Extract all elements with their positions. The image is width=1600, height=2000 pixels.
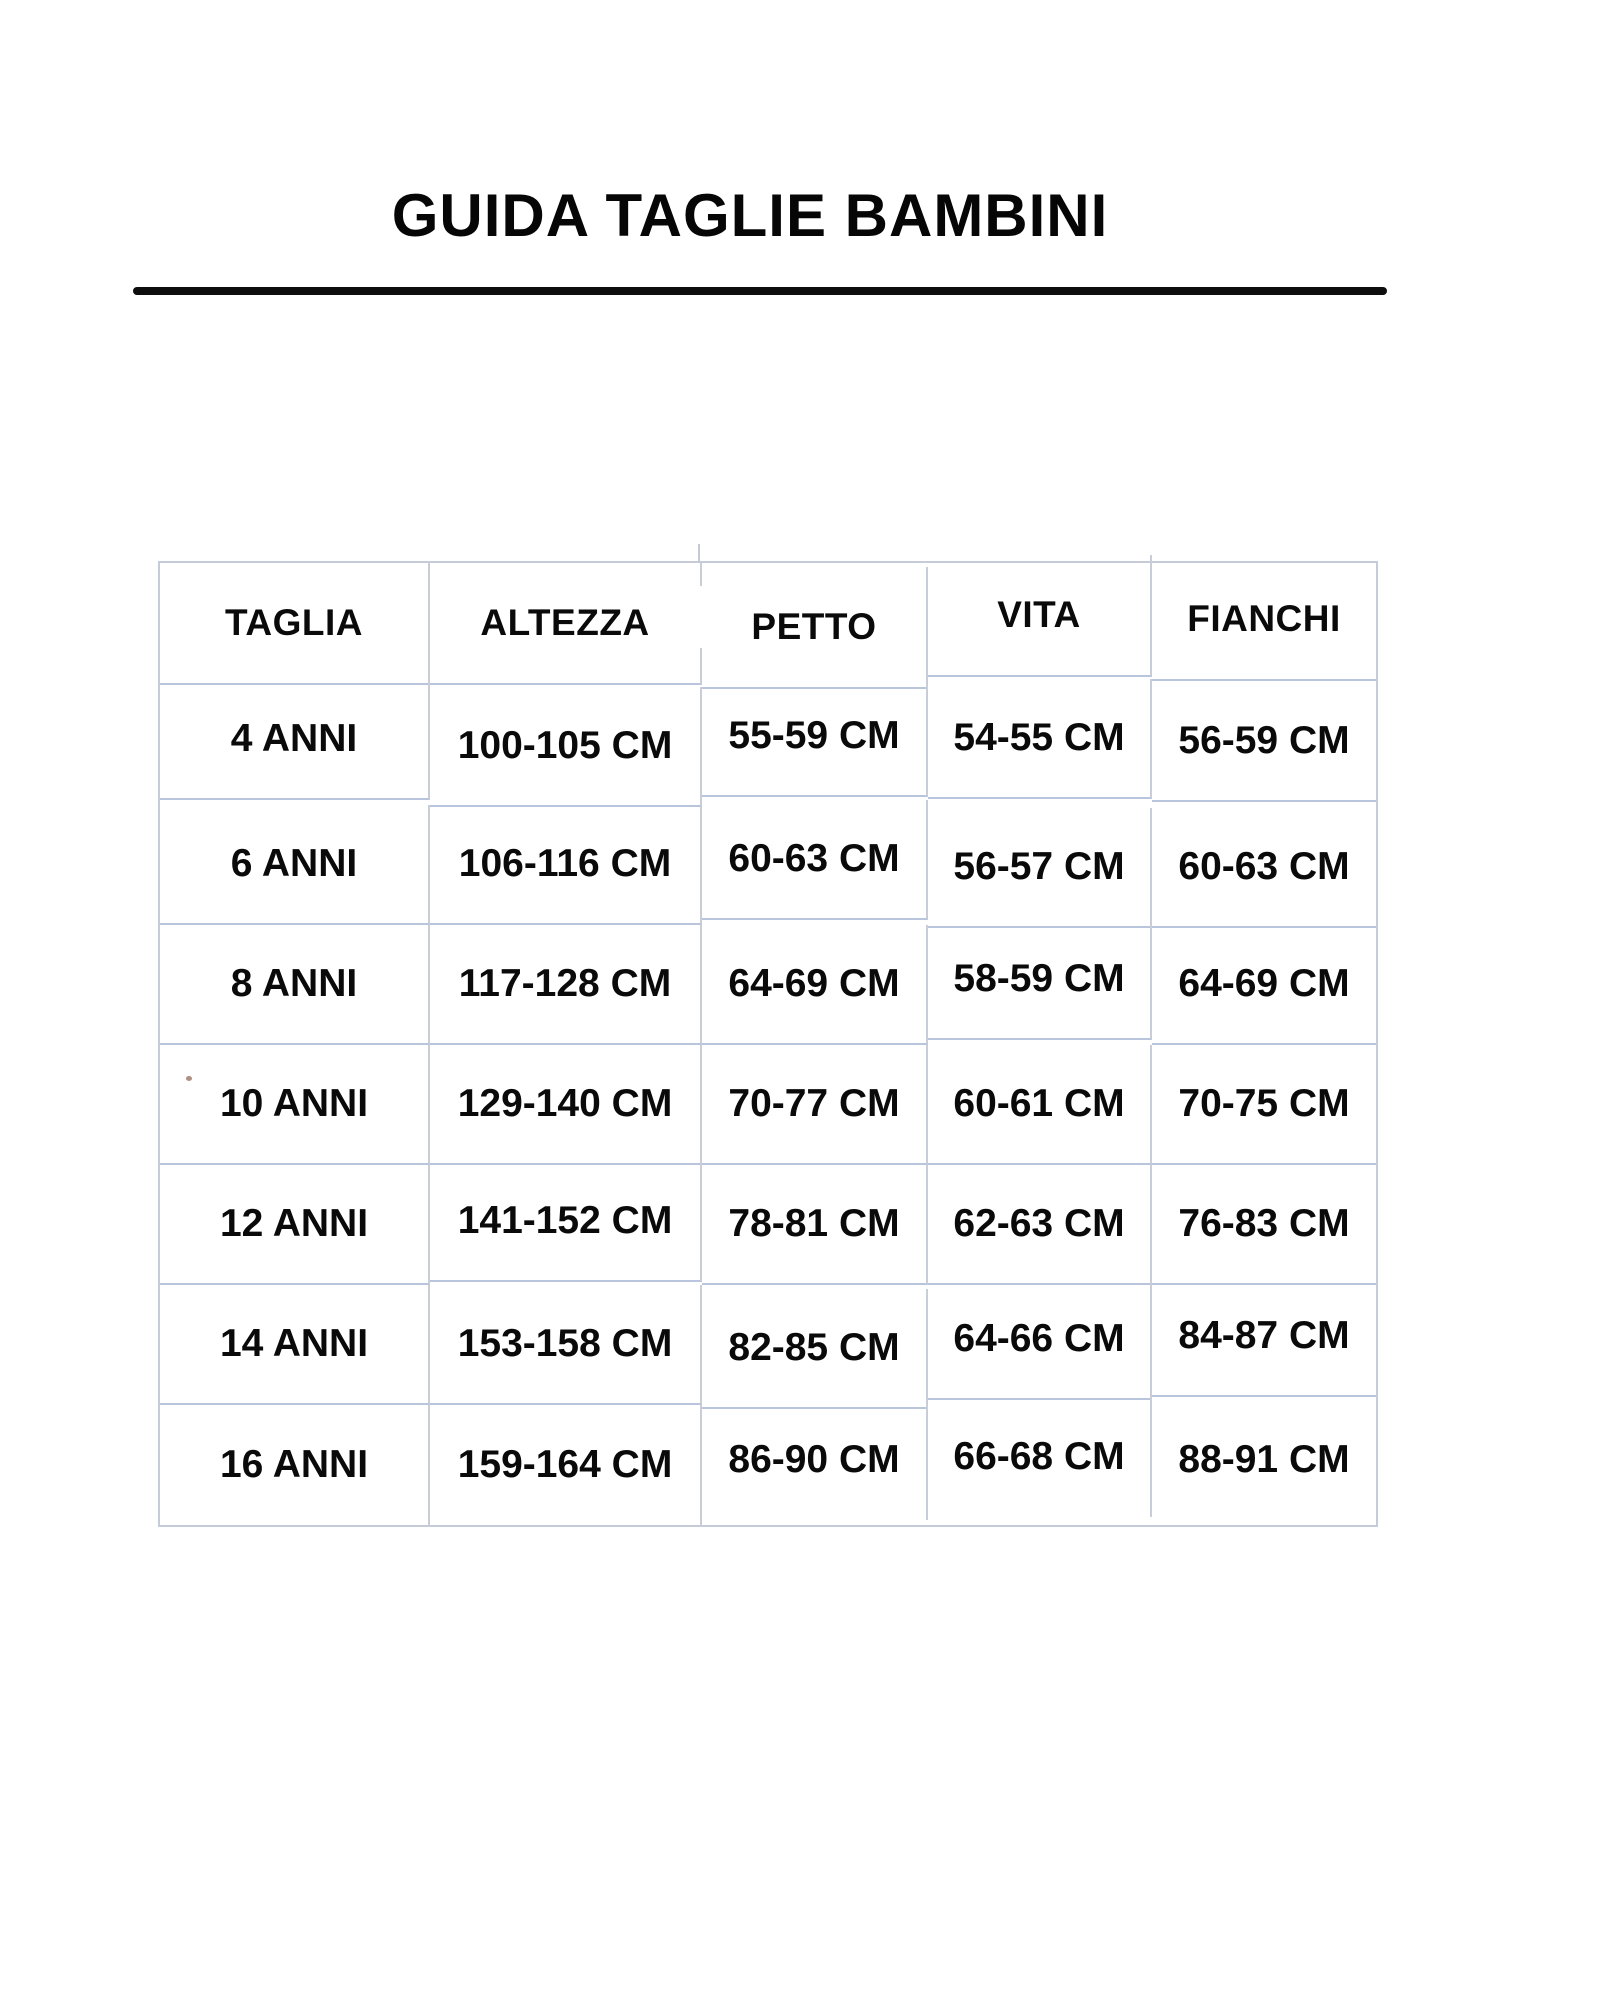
size-label: 12 ANNI <box>160 1165 430 1285</box>
fianchi-value: 76-83 CM <box>1152 1165 1376 1285</box>
vita-value: 54-55 CM <box>928 679 1152 799</box>
fianchi-value: 70-75 CM <box>1152 1045 1376 1165</box>
scan-artifact-stray-dot <box>186 1076 192 1081</box>
altezza-value: 159-164 CM <box>430 1405 702 1525</box>
column-header-taglia: TAGLIA <box>160 563 430 685</box>
size-label: 16 ANNI <box>160 1405 430 1525</box>
scan-artifact-divider-gap <box>696 586 703 648</box>
vita-value: 58-59 CM <box>928 920 1152 1040</box>
size-label: 8 ANNI <box>160 925 430 1045</box>
vita-value: 64-66 CM <box>928 1280 1152 1400</box>
vita-value: 66-68 CM <box>928 1397 1152 1517</box>
altezza-value: 141-152 CM <box>430 1162 702 1282</box>
column-header-altezza: ALTEZZA <box>430 563 702 685</box>
size-label: 10 ANNI <box>160 1045 430 1165</box>
scan-artifact-divider-tick <box>698 544 700 563</box>
table-row <box>160 925 1376 1045</box>
fianchi-value: 60-63 CM <box>1152 808 1376 928</box>
size-label: 4 ANNI <box>160 680 430 800</box>
table-row <box>160 1405 1376 1525</box>
altezza-value: 100-105 CM <box>430 687 702 807</box>
column-header-fianchi: FIANCHI <box>1152 559 1376 681</box>
altezza-value: 117-128 CM <box>430 925 702 1045</box>
vita-value: 56-57 CM <box>928 808 1152 928</box>
page-title: GUIDA TAGLIE BAMBINI <box>391 182 1109 249</box>
fianchi-value: 88-91 CM <box>1178 1438 1350 1481</box>
column-header-vita: VITA <box>928 555 1152 677</box>
table-row <box>160 1165 1376 1285</box>
fianchi-value: 56-59 CM <box>1152 682 1376 802</box>
size-label: 14 ANNI <box>160 1285 430 1405</box>
table-row <box>160 1045 1376 1165</box>
petto-value: 64-69 CM <box>702 925 928 1045</box>
petto-value: 70-77 CM <box>702 1045 928 1165</box>
petto-value: 60-63 CM <box>702 800 928 920</box>
table-row <box>160 805 1376 925</box>
size-table <box>158 561 1378 1527</box>
petto-value: 78-81 CM <box>702 1165 928 1285</box>
title-underline <box>133 287 1387 295</box>
vita-value: 60-61 CM <box>928 1045 1152 1165</box>
column-header-petto: PETTO <box>702 567 928 689</box>
fianchi-value: 84-87 CM <box>1152 1277 1376 1397</box>
altezza-value: 106-116 CM <box>430 805 702 925</box>
table-row <box>160 685 1376 805</box>
table-header-row <box>160 563 1376 685</box>
altezza-value: 153-158 CM <box>430 1285 702 1405</box>
fianchi-value: 64-69 CM <box>1152 925 1376 1045</box>
table-row <box>160 1285 1376 1405</box>
petto-value: 55-59 CM <box>702 677 928 797</box>
size-label: 6 ANNI <box>160 805 430 925</box>
petto-value: 86-90 CM <box>702 1400 928 1520</box>
altezza-value: 129-140 CM <box>430 1045 702 1165</box>
vita-value: 62-63 CM <box>928 1165 1152 1285</box>
petto-value: 82-85 CM <box>702 1289 928 1409</box>
